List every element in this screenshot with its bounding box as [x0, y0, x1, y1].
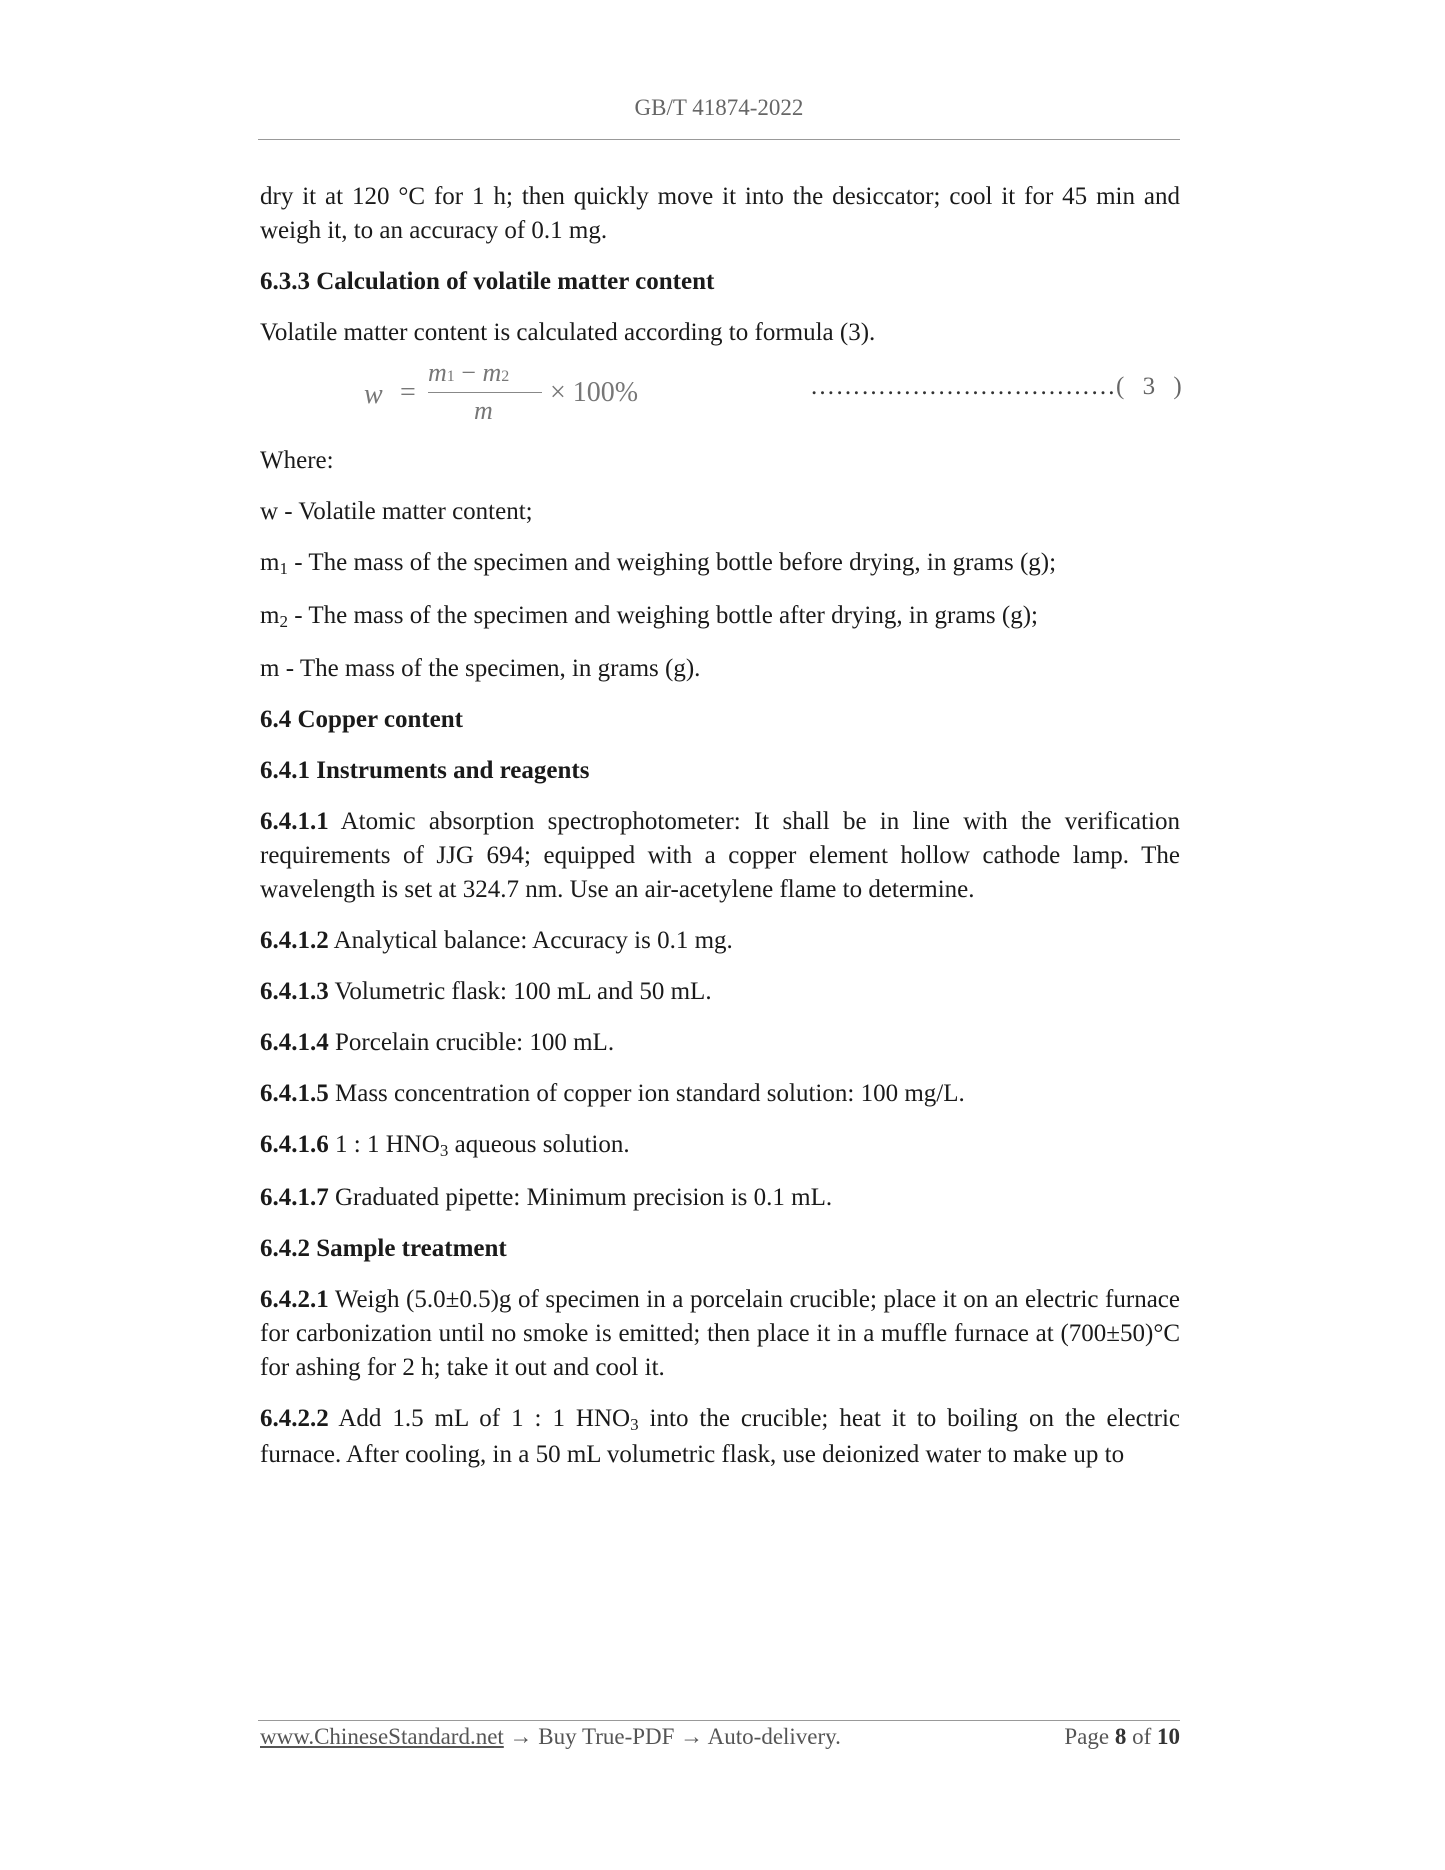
page-of: of — [1132, 1724, 1152, 1749]
item-6-4-1-3 — [260, 975, 1180, 1009]
document-code-header: GB/T 41874-2022 — [634, 95, 804, 120]
where-label: Where: — [260, 447, 334, 474]
header-divider — [258, 139, 1180, 140]
paragraph-drying: dry it at 120 °C for 1 h; then quickly move it into the desiccator; cool it for 45 min and weigh it, to an accuracy of 0.1 mg. — [260, 183, 1180, 244]
definition-m2-text: - The mass of the specimen and weighing bottle after drying, in grams (g); — [287, 602, 1038, 629]
formula-denominator: m — [474, 396, 493, 425]
item-number: 6.4.1.7 — [260, 1184, 329, 1211]
definition-m1-text: - The mass of the specimen and weighing bottle before drying, in grams (g); — [287, 549, 1057, 576]
formula-leader-dots: ……………………………… — [810, 373, 1116, 400]
item-text: Add 1.5 mL of 1 : 1 HNO — [328, 1405, 631, 1432]
item-subscript: 3 — [439, 1141, 449, 1160]
formula-m2: m — [482, 358, 502, 387]
footer-divider — [258, 1720, 1180, 1721]
item-6-4-1-1 — [260, 805, 1180, 907]
definition-m: m - The mass of the specimen, in grams (g). — [260, 655, 701, 682]
formula-3 — [260, 358, 1188, 428]
item-number: 6.4.2.1 — [260, 1286, 329, 1313]
definition-w: w - Volatile matter content; — [260, 498, 533, 525]
definition-m2-subscript: 2 — [279, 612, 288, 631]
formula-m1-sub: 1 — [446, 368, 455, 385]
item-6-4-1-4 — [260, 1026, 1180, 1060]
item-number: 6.4.1.6 — [260, 1131, 329, 1158]
total-pages: 10 — [1157, 1724, 1180, 1749]
formula-number-label: ( 3 ) — [1116, 373, 1188, 400]
heading-6-3-3: 6.3.3 Calculation of volatile matter content — [260, 268, 715, 295]
formula-times-100-percent: × 100% — [550, 377, 639, 408]
heading-6-4: 6.4 Copper content — [260, 706, 464, 733]
current-page: 8 — [1114, 1724, 1127, 1749]
item-6-4-2-2 — [260, 1402, 1180, 1472]
item-text-end: into the crucible; heat it to boiling on the electric furnace. After cooling, in a 50 mL volumetric flask, use deionized water to make up to — [260, 1405, 1180, 1468]
formula-fraction-bar — [428, 392, 542, 393]
item-text: Graduated pipette: Minimum precision is 0.1 mL. — [328, 1184, 833, 1211]
formula-m1: m — [428, 358, 447, 387]
formula-equals: = — [400, 377, 416, 408]
chinesestandard-link[interactable]: www.ChineseStandard.net — [260, 1724, 504, 1749]
footer-tagline: → Buy True-PDF → Auto-delivery. — [503, 1724, 841, 1749]
paragraph-formula-intro: Volatile matter content is calculated according to formula (3). — [260, 319, 876, 346]
formula-expression — [364, 358, 724, 428]
definition-m1-subscript: 1 — [279, 559, 288, 578]
item-text: Weigh (5.0±0.5)g of specimen in a porcelain crucible; place it on an electric furnace for carbonization until no smoke is emitted; then place it in a muffle furnace at (700±50)°C for ashing for 2 h; take it out and cool it. — [260, 1286, 1180, 1381]
footer-promo — [260, 1724, 841, 1750]
item-subscript: 3 — [630, 1415, 639, 1434]
item-number: 6.4.1.5 — [260, 1080, 329, 1107]
item-text: 1 : 1 HNO — [328, 1131, 440, 1158]
item-text: Porcelain crucible: 100 mL. — [328, 1029, 615, 1056]
page-number — [1064, 1724, 1180, 1750]
definition-m1 — [260, 546, 1180, 582]
item-text: Analytical balance: Accuracy is 0.1 mg. — [328, 927, 733, 954]
formula-m2-sub: 2 — [501, 368, 510, 385]
item-number: 6.4.2.2 — [260, 1405, 329, 1432]
formula-numerator — [428, 356, 509, 394]
item-text-end: aqueous solution. — [448, 1131, 630, 1158]
item-6-4-2-1 — [260, 1283, 1180, 1385]
heading-6-4-1: 6.4.1 Instruments and reagents — [260, 757, 590, 784]
formula-minus: − — [461, 358, 476, 387]
item-6-4-1-5 — [260, 1077, 1180, 1111]
item-number: 6.4.1.2 — [260, 927, 329, 954]
page-word: Page — [1064, 1724, 1110, 1749]
definition-m2-symbol: m — [260, 602, 280, 629]
item-number: 6.4.1.4 — [260, 1029, 329, 1056]
item-number: 6.4.1.3 — [260, 978, 329, 1005]
formula-lhs: w — [364, 379, 383, 410]
item-6-4-1-6 — [260, 1128, 1180, 1164]
item-6-4-1-7 — [260, 1181, 1180, 1215]
definition-m2 — [260, 599, 1180, 635]
formula-number — [810, 370, 1188, 404]
item-text: Atomic absorption spectrophotometer: It shall be in line with the verification requirements of JJG 694; equipped with a copper element hollow cathode lamp. The wavelength is set at 324.7 nm. Use an air-acetylene flame to determine. — [260, 808, 1180, 903]
item-text: Mass concentration of copper ion standard solution: 100 mg/L. — [328, 1080, 965, 1107]
item-number: 6.4.1.1 — [260, 808, 329, 835]
definition-m1-symbol: m — [260, 549, 280, 576]
item-text: Volumetric flask: 100 mL and 50 mL. — [328, 978, 712, 1005]
page-content — [260, 180, 1188, 1472]
item-6-4-1-2 — [260, 924, 1180, 958]
heading-6-4-2: 6.4.2 Sample treatment — [260, 1235, 507, 1262]
